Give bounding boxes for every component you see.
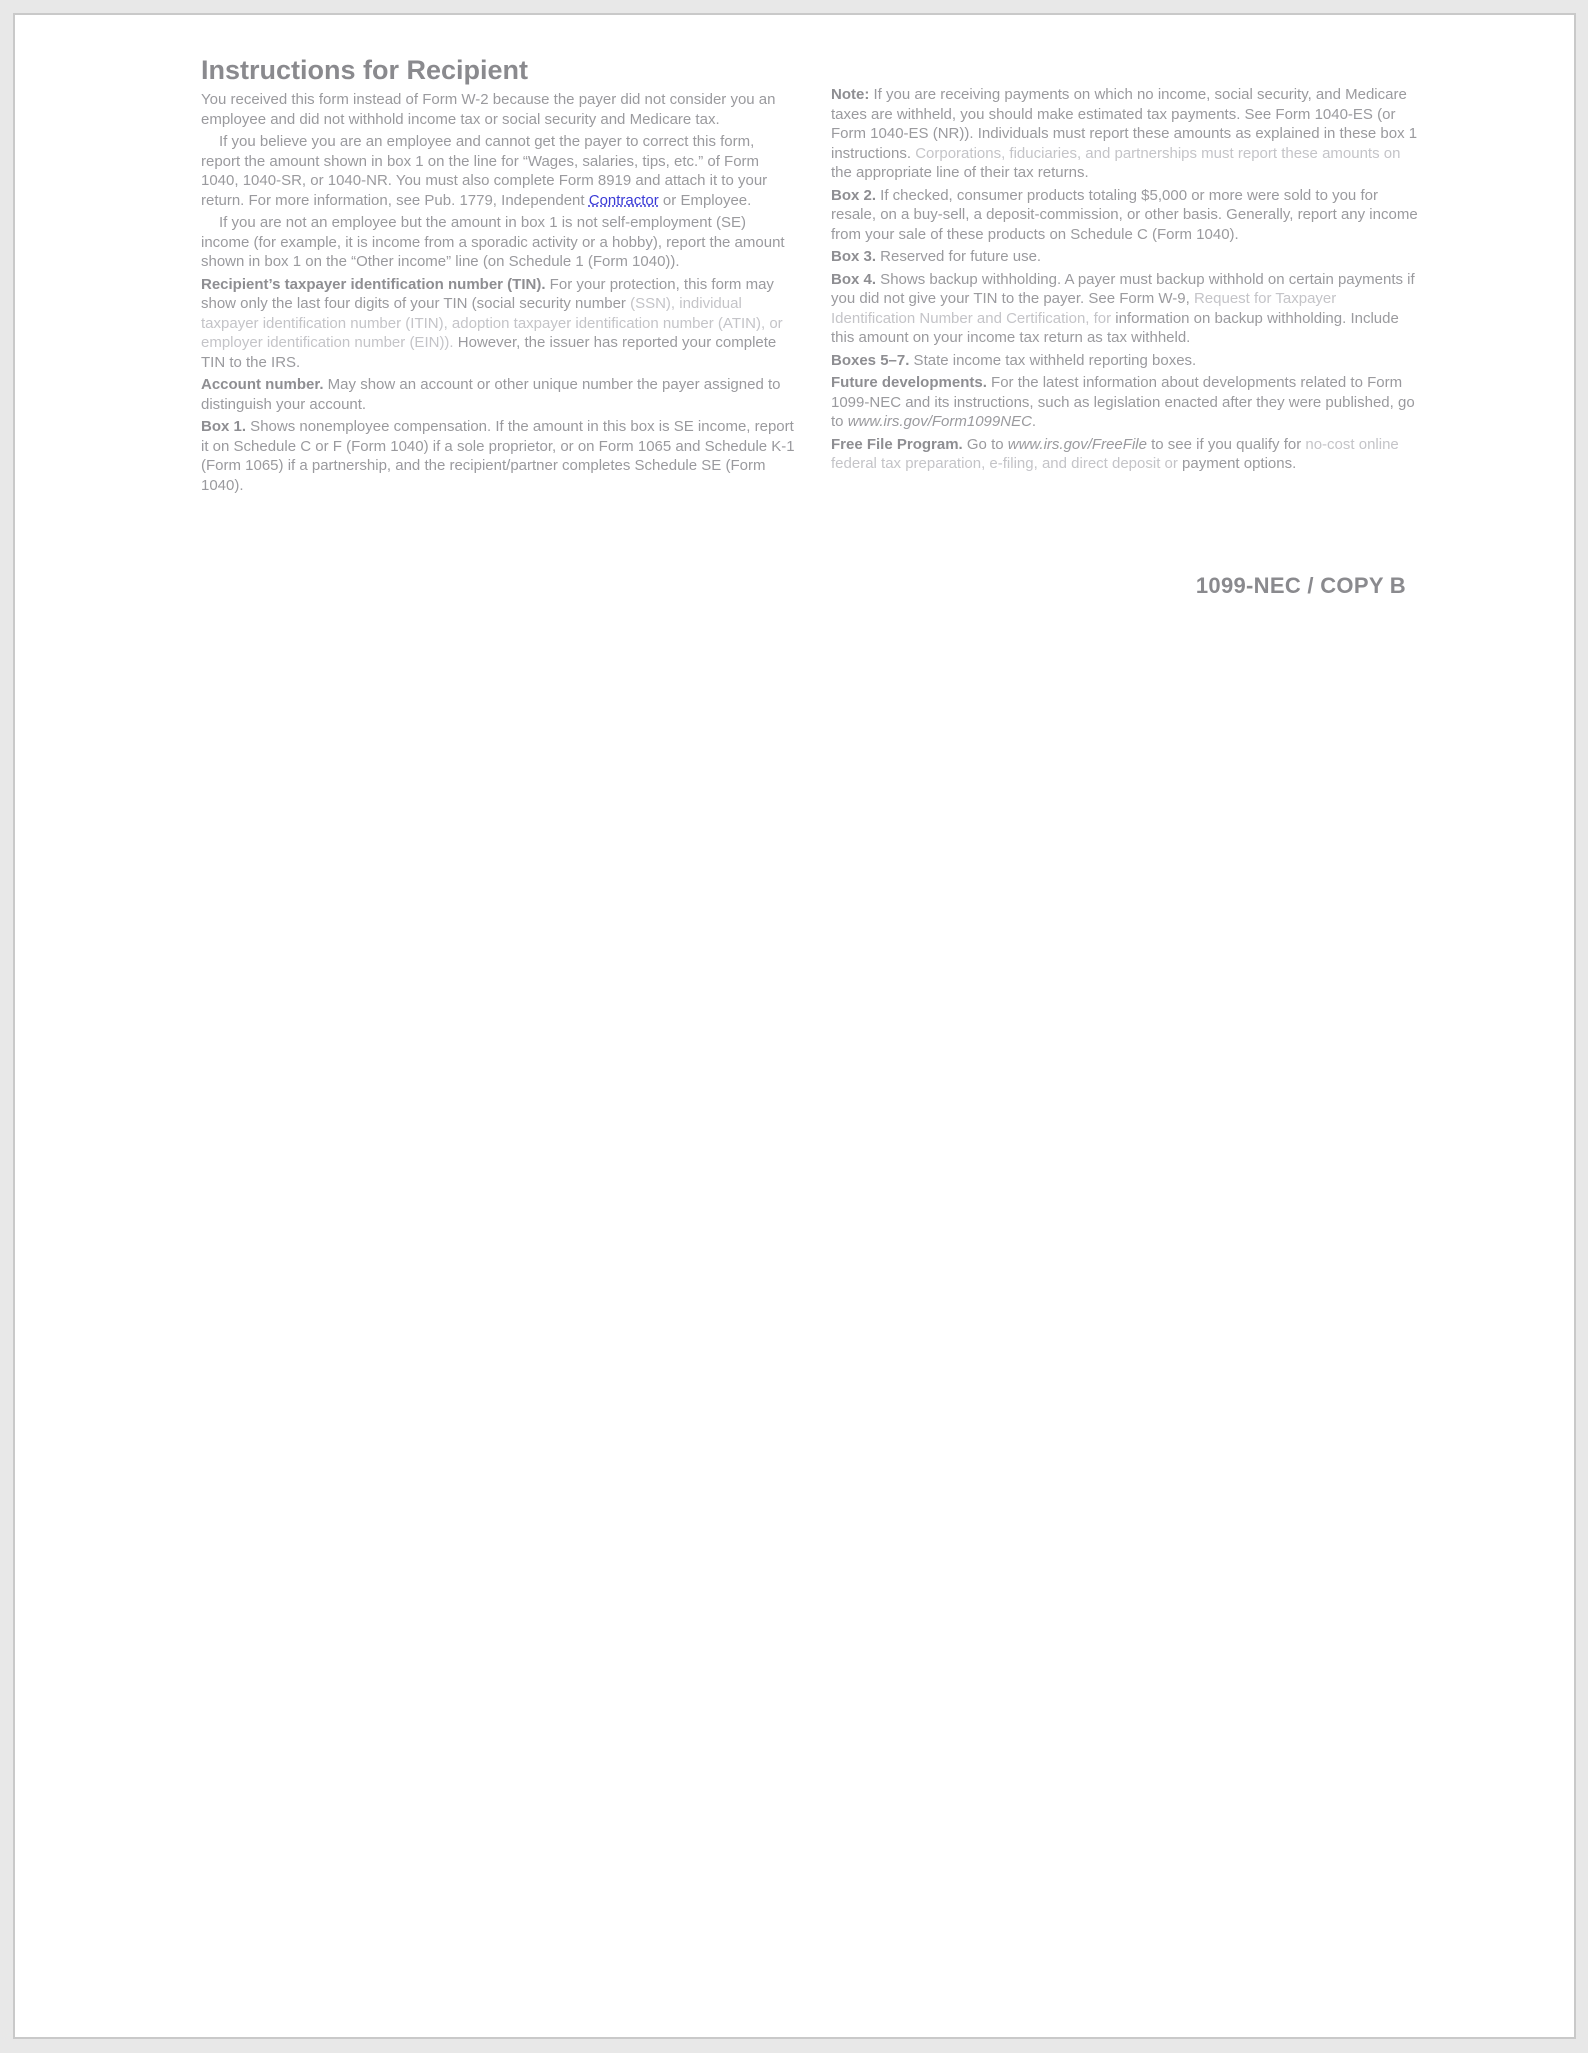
- employee-text: If you believe you are an employee and cannot get the payer to correct this form, report the amount shown in box 1 on the line for “Wages, salaries, tips, etc.” of Form 1040, 1040-SR, or 1040-NR. You must also complete Form 8919 and attach it to your return. For more information, see Pub. 1779, Independent: [201, 133, 768, 209]
- future-text-end: .: [1031, 413, 1037, 430]
- freefile-heading: Free File Program.: [831, 435, 963, 453]
- future-heading: Future developments.: [831, 374, 987, 391]
- freefile-url: www.irs.gov/FreeFile: [1007, 435, 1147, 453]
- note-text: If you are receiving payments on which no income, social security, and Medicare taxes are withheld, you should make estimated tax payments. See Form 1040-ES (or Form 1040-ES (NR)). Individuals must report these amounts as explained in these box 1 instructions.: [831, 86, 1418, 162]
- box4-text-faint: Request for Taxpayer Identification Number and Certification, for: [831, 290, 1337, 327]
- freefile-text: Go to: [962, 435, 1008, 453]
- box4-paragraph: [831, 270, 1421, 348]
- not-employee-paragraph: If you are not an employee but the amount in box 1 is not self-employment (SE) income (for example, it is income from a sporadic activity or a hobby), report the amount shown in box 1 on the “Other income” line (on Schedule 1 (Form 1040)).: [201, 214, 785, 270]
- contractor-link[interactable]: Contractor: [588, 191, 659, 209]
- box2-text: If checked, consumer products totaling $5,000 or more were sold to you for resale, on a buy-sell, a deposit-commission, or other basis. Generally, report any income from your sale of these products on Schedule C (Form 1040).: [831, 186, 1418, 243]
- boxes57-text: State income tax withheld reporting boxes.: [909, 351, 1197, 369]
- tin-text: For your protection, this form may show only the last four digits of your TIN (social security number: [201, 275, 774, 312]
- box4-text-end: information on backup withholding. Include this amount on your income tax return as tax withheld.: [831, 309, 1399, 346]
- note-text-faint: Corporations, fiduciaries, and partnerships must report these amounts on: [915, 144, 1401, 162]
- freefile-text-mid: to see if you qualify for: [1146, 435, 1306, 453]
- box2-heading: Box 2.: [831, 186, 877, 204]
- tin-paragraph: [201, 275, 796, 373]
- account-text: May show an account or other unique number the payer assigned to distinguish your account.: [201, 376, 781, 413]
- left-column: [201, 55, 796, 498]
- box2-paragraph: [831, 186, 1421, 245]
- page-title: Instructions for Recipient: [201, 55, 529, 85]
- box3-heading: Box 3.: [831, 248, 877, 265]
- account-paragraph: [201, 375, 796, 414]
- right-column: [831, 85, 1421, 477]
- tin-heading: Recipient’s taxpayer identification number (TIN).: [201, 275, 546, 293]
- box4-heading: Box 4.: [831, 270, 877, 288]
- future-developments-paragraph: [831, 373, 1421, 432]
- employee-text-end: or Employee.: [658, 191, 752, 209]
- note-paragraph: [831, 85, 1421, 183]
- boxes57-heading: Boxes 5–7.: [831, 351, 910, 369]
- boxes57-paragraph: [831, 351, 1421, 371]
- box4-text: Shows backup withholding. A payer must backup withhold on certain payments if you did not give your TIN to the payer. See Form W-9,: [831, 270, 1415, 307]
- tin-text-end: However, the issuer has reported your complete TIN to the IRS.: [201, 334, 777, 371]
- note-text-end: the appropriate line of their tax returns.: [831, 164, 1089, 181]
- free-file-paragraph: [831, 435, 1421, 474]
- employee-paragraph: [201, 132, 796, 210]
- note-heading: Note:: [831, 86, 870, 103]
- box1-text: Shows nonemployee compensation. If the amount in this box is SE income, report it on Schedule C or F (Form 1040) if a sole proprietor, or on Form 1065 and Schedule K-1 (Form 1065) if a partnership, and the recipient/partner completes Schedule SE (Form 1040).: [201, 418, 795, 494]
- box1-paragraph: [201, 417, 796, 495]
- intro-paragraph: You received this form instead of Form W-2 because the payer did not consider you an employee and did not withhold income tax or social security and Medicare tax.: [201, 91, 776, 128]
- document-page: [13, 13, 1576, 2039]
- future-text: For the latest information about developments related to Form 1099-NEC and its instructions, such as legislation enacted after they were published, go to: [831, 374, 1415, 430]
- box3-text: Reserved for future use.: [876, 248, 1042, 265]
- box3-paragraph: [831, 247, 1421, 267]
- form-id-label: 1099-NEC / COPY B: [1195, 573, 1406, 598]
- freefile-text-end: payment options.: [1177, 455, 1297, 472]
- tin-text-faint: (SSN), individual taxpayer identification number (ITIN), adoption taxpayer identification number (ATIN), or employer identification number (EIN)).: [201, 295, 783, 351]
- freefile-text-faint: no-cost online federal tax preparation, e-filing, and direct deposit or: [831, 435, 1399, 472]
- account-heading: Account number.: [201, 376, 324, 393]
- future-url: www.irs.gov/Form1099NEC: [847, 413, 1032, 430]
- box1-heading: Box 1.: [201, 418, 247, 435]
